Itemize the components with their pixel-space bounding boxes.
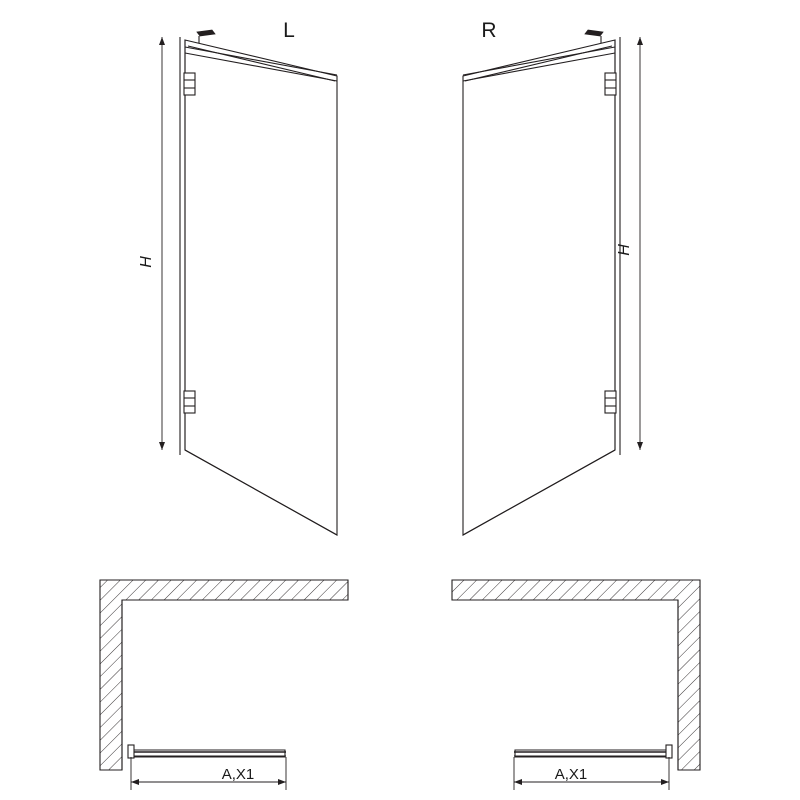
right-upper-hinge (605, 73, 616, 95)
right-plan-wall-hatch (452, 580, 700, 770)
left-height-dimension (159, 37, 165, 450)
left-plan-view (100, 580, 348, 790)
left-elevation-view (138, 19, 337, 535)
left-plan-wall-hatch (100, 580, 348, 770)
right-plan-dimension-label: A,X1 (554, 766, 588, 783)
right-height-label: H (616, 244, 633, 256)
right-plan-dimension (514, 757, 669, 790)
right-view-label: R (481, 19, 497, 42)
right-lower-hinge (605, 391, 616, 413)
left-plan-dimension-label: A,X1 (221, 766, 255, 783)
right-elevation-view (463, 19, 643, 535)
left-glass-panel (185, 40, 337, 535)
right-plan-view (452, 580, 700, 790)
left-top-rail (197, 30, 215, 43)
right-glass-panel (463, 40, 615, 535)
left-lower-hinge (184, 391, 195, 413)
right-height-dimension (637, 37, 643, 450)
left-plan-glass (128, 745, 286, 758)
right-top-rail (585, 30, 603, 43)
right-plan-glass (514, 745, 672, 758)
left-plan-dimension (131, 757, 286, 790)
left-upper-hinge (184, 73, 195, 95)
left-view-label: L (283, 19, 295, 42)
left-height-label: H (138, 256, 155, 268)
